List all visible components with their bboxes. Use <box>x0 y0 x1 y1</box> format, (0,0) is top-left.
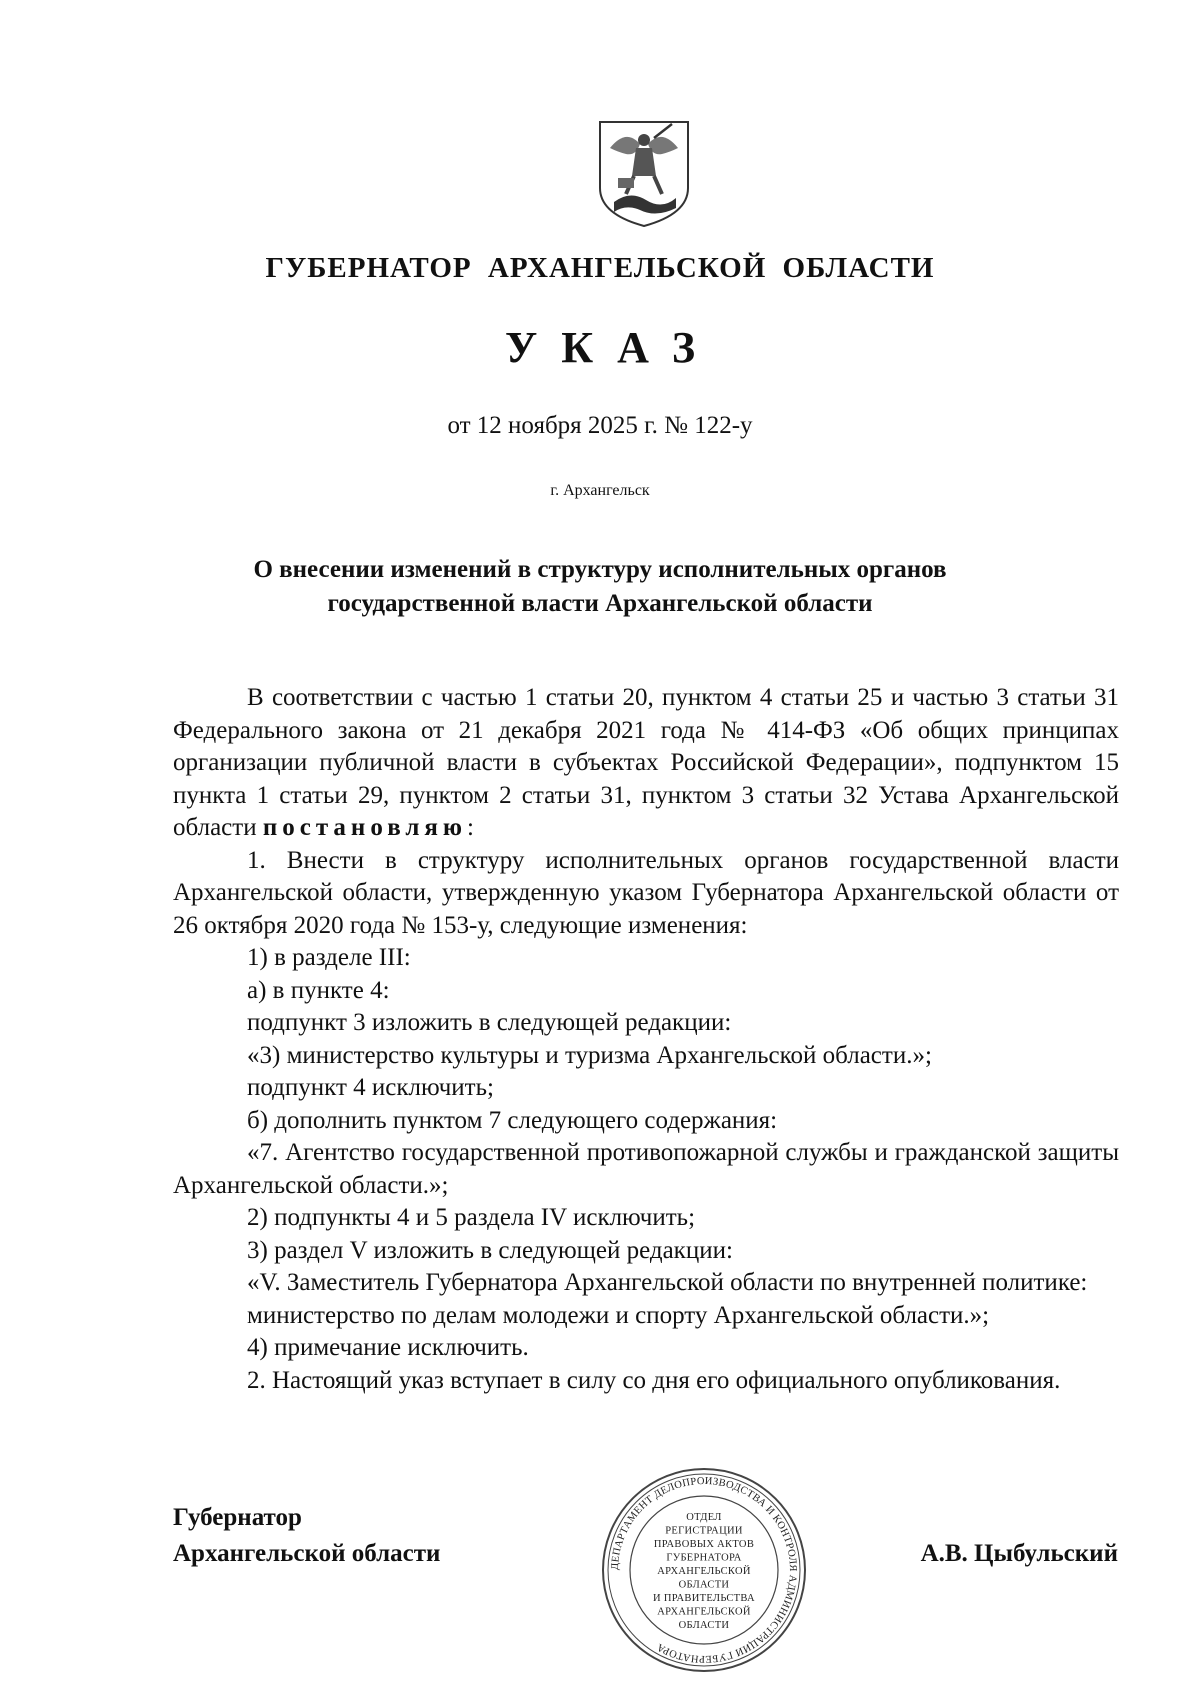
preamble-paragraph <box>173 682 1119 845</box>
issuing-authority: ГУБЕРНАТОР АРХАНГЕЛЬСКОЙ ОБЛАСТИ <box>265 252 935 284</box>
subitem-3-line-1: «V. Заместитель Губернатора Архангельской области по внутренней политике: <box>247 1269 1088 1296</box>
seal-center-line: И ПРАВИТЕЛЬСТВА <box>653 1593 755 1604</box>
subitem-4: 4) примечание исключить. <box>247 1334 529 1361</box>
seal-center-line: ОБЛАСТИ <box>678 1620 730 1631</box>
subitem-1a-line-2: «3) министерство культуры и туризма Архангельской области.»; <box>247 1041 932 1069</box>
seal-center-line: ГУБЕРНАТОРА <box>666 1552 742 1564</box>
seal-center-text <box>653 1512 755 1631</box>
subitem-1a-line-1: подпункт 3 изложить в следующей редакции: <box>247 1009 732 1036</box>
decree-word: постановляю <box>262 814 468 841</box>
signatory-position-line-2: Архангельской области <box>173 1540 441 1567</box>
signatory-position-line-1: Губернатор <box>173 1504 302 1531</box>
subitem-1b-line-1: «7. Агентство государственной противопожарной службы и гражданской защиты Архангельской области.»; <box>173 1139 1119 1199</box>
subitem-1a: а) в пункте 4: <box>247 976 390 1004</box>
seal-center-line: РЕГИСТРАЦИИ <box>665 1525 743 1537</box>
seal-center-line: АРХАНГЕЛЬСКОЙ <box>657 1566 751 1577</box>
item-1: 1. Внести в структуру исполнительных органов государственной власти Архангельской области, утвержденную указом Губернатора Архангельской области от 26 октября 2020 года № 153-у, следующие изменения: <box>173 846 1119 939</box>
title-line-1: О внесении изменений в структуру исполнительных органов <box>253 556 947 583</box>
item-2: 2. Настоящий указ вступает в силу со дня его официального опубликования. <box>247 1366 1061 1394</box>
official-seal-stamp <box>600 1466 808 1674</box>
signatory-name: А.В. Цыбульский <box>920 1540 1118 1567</box>
document-date-number: от 12 ноября 2025 г. № 122-у <box>447 412 753 439</box>
signatory-position <box>173 1500 440 1572</box>
document-place: г. Архангельск <box>550 482 650 499</box>
seal-center-line: ПРАВОВЫХ АКТОВ <box>653 1539 755 1550</box>
subitem-2: 2) подпункты 4 и 5 раздела IV исключить; <box>247 1204 696 1231</box>
subitem-3: 3) раздел V изложить в следующей редакции: <box>247 1236 733 1264</box>
seal-center-line: ОТДЕЛ <box>686 1512 722 1523</box>
decree-colon: : <box>467 814 474 841</box>
document-body <box>173 682 1119 1397</box>
subitem-1: 1) в разделе III: <box>247 944 411 971</box>
preamble-text: В соответствии с частью 1 статьи 20, пунктом 4 статьи 25 и частью 3 статьи 31 Федерального закона от 21 декабря 2021 года № 414-ФЗ «Об общих принципах организации публичной власти в субъектах Российской Федерации», подпунктом 15 пункта 1 статьи 29, пунктом 2 статьи 31, пунктом 3 статьи 32 Устава Архангельской области <box>173 684 1119 841</box>
seal-center-line: ОБЛАСТИ <box>678 1579 730 1591</box>
seal-center-line: АРХАНГЕЛЬСКОЙ <box>657 1606 751 1618</box>
seal-ring-text: ДЕПАРТАМЕНТ ДЕЛОПРОИЗВОДСТВА И КОНТРОЛЯ АДМИНИСТРАЦИИ ГУБЕРНАТОРА <box>609 1475 799 1665</box>
subitem-1a-line-3: подпункт 4 исключить; <box>247 1074 494 1101</box>
document-type: УКАЗ <box>504 323 720 372</box>
subitem-3-line-2: министерство по делам молодежи и спорту Архангельской области.»; <box>247 1301 990 1329</box>
document-title <box>0 553 1200 621</box>
subitem-1b: б) дополнить пунктом 7 следующего содержания: <box>247 1106 778 1134</box>
coat-of-arms-emblem <box>596 118 692 230</box>
title-line-2: государственной власти Архангельской области <box>327 590 873 617</box>
